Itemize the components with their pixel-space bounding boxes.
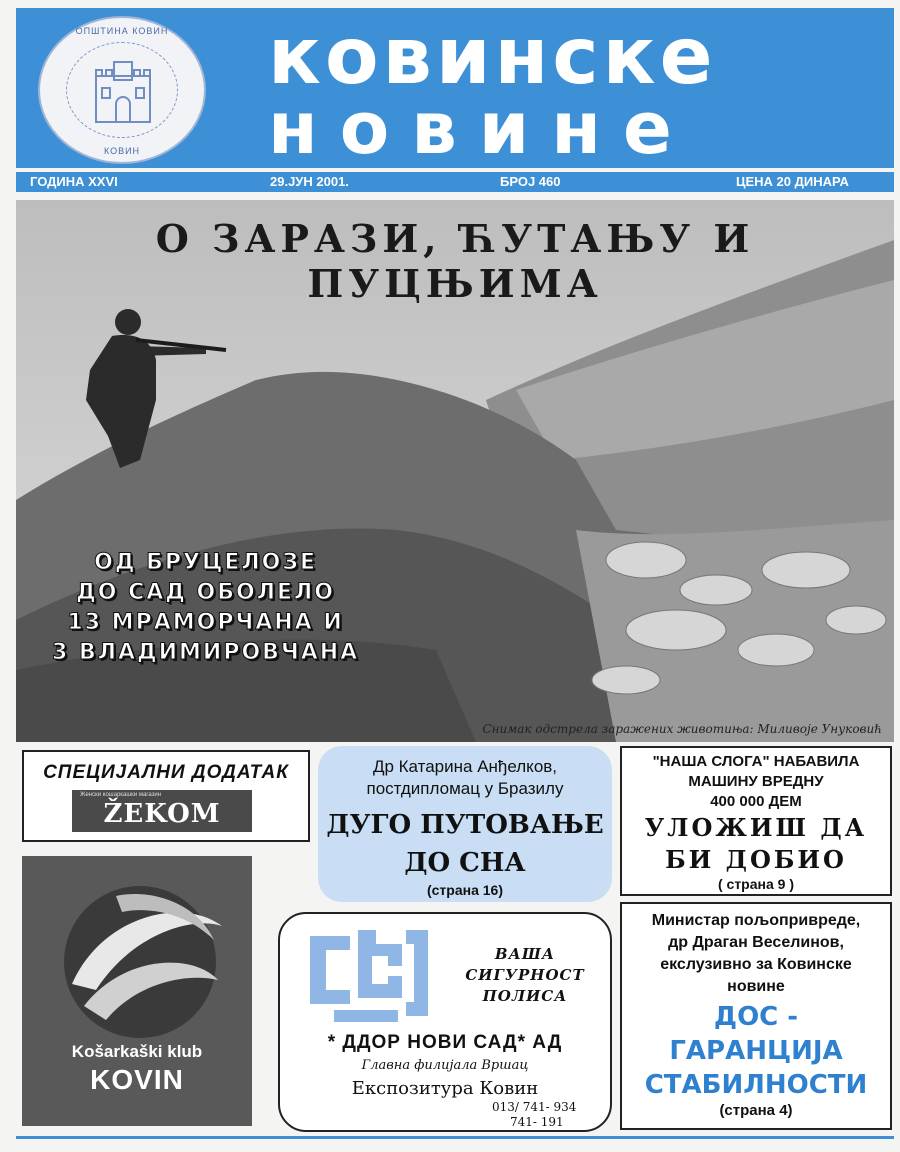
zekom-logo [72,790,252,832]
basketball-club-ad[interactable] [22,856,252,1126]
subhead-line: ОД БРУЦЕЛОЗЕ [94,550,318,575]
intro-line: екслузивно за Ковинске [660,956,852,973]
insurance-logo-icon [310,926,434,1026]
issue-price: ЦЕНА 20 ДИНАРА [736,174,849,189]
cover-photo [16,200,894,742]
newspaper-title-line1: ковинске [268,12,717,102]
insurance-office: Експозитура Ковин [351,1078,539,1099]
subhead-line: 3 ВЛАДИМИРОВЧАНА [52,640,360,665]
intro-line: МАШИНУ ВРЕДНУ [688,773,824,790]
photo-caption: Снимак одстрела заражених животиња: Миливоје Унуковић [482,722,882,736]
seal-top-text: ОПШТИНА КОВИН [75,26,169,36]
headline-line: ДУГО ПУТОВАЊЕ [326,810,604,840]
masthead [16,8,894,168]
intro-line: Министар пољопривреде, [651,912,861,929]
headline-line: ГАРАНЦИЈА [669,1036,843,1066]
page-reference: (страна 16) [426,882,503,898]
headline-line: УЛОЖИШ ДА [644,813,868,842]
story-minister[interactable] [620,902,892,1130]
story-intro [622,752,890,812]
slogan-line: СИГУРНОСТ [465,966,585,984]
insurance-phone: 013/ 741- 934 [492,1100,577,1114]
intro-line: 400 000 ДЕМ [710,793,802,810]
story-headline [622,812,890,876]
story-intro [622,910,890,998]
story-headline [622,1000,890,1102]
intro-line: "НАША СЛОГА" НАБАВИЛА [652,753,860,770]
headline-line: БИ ДОБИО [665,845,847,874]
story-nasha-sloga[interactable] [620,746,892,896]
club-label: Košarkaški klub [71,1042,203,1061]
insurance-company-name: * ДДОР НОВИ САД* АД [327,1032,563,1053]
municipality-seal [38,16,206,164]
story-headline [318,806,612,882]
fortress-emblem-icon [88,58,158,130]
slogan-line: ПОЛИСА [482,987,568,1005]
issue-info-bar [16,172,894,192]
insurance-ad[interactable] [278,912,612,1132]
page-reference: ( страна 9 ) [717,876,794,892]
story-intro [318,756,612,800]
page-reference: (страна 4) [719,1102,793,1119]
intro-line: др Драган Веселинов, [668,934,844,951]
intro-line: постдипломац у Бразилу [366,779,564,798]
zekom-subtitle: Женски кошаркашки магазин [80,792,162,798]
cover-subhead [52,548,359,668]
insurance-phone: 741- 191 [510,1115,564,1129]
subhead-line: ДО САД ОБОЛЕЛО [76,580,335,605]
insurance-slogan [450,944,600,1007]
story-long-journey[interactable] [318,746,612,902]
insurance-branch: Главна филијала Вршац [361,1058,529,1073]
headline-line: СТАБИЛНОСТИ [644,1070,868,1100]
special-insert-box[interactable] [22,750,310,842]
headline-line: ДО СНА [404,848,526,878]
subhead-line: 13 МРАМОРЧАНА И [67,610,344,635]
bottom-rule [16,1136,894,1139]
issue-date: 29.ЈУН 2001. [270,174,349,189]
zekom-wordmark: ŽEKOM [103,799,221,829]
issue-year: ГОДИНА XXVI [30,174,118,189]
intro-line: новине [727,978,785,995]
newspaper-title-line2: новине [268,86,694,170]
intro-line: Др Катарина Анђелков, [372,757,558,776]
special-insert-title: СПЕЦИЈАЛНИ ДОДАТАК [43,762,289,783]
cover-headline: О ЗАРАЗИ, ЋУТАЊУ И ПУЦЊИМА [155,216,755,306]
seal-bottom-text: КОВИН [103,146,141,156]
issue-number: БРОЈ 460 [500,174,561,189]
slogan-line: ВАША [494,945,556,963]
club-name: KOVIN [90,1064,184,1095]
headline-line: ДОС - [713,1002,799,1032]
